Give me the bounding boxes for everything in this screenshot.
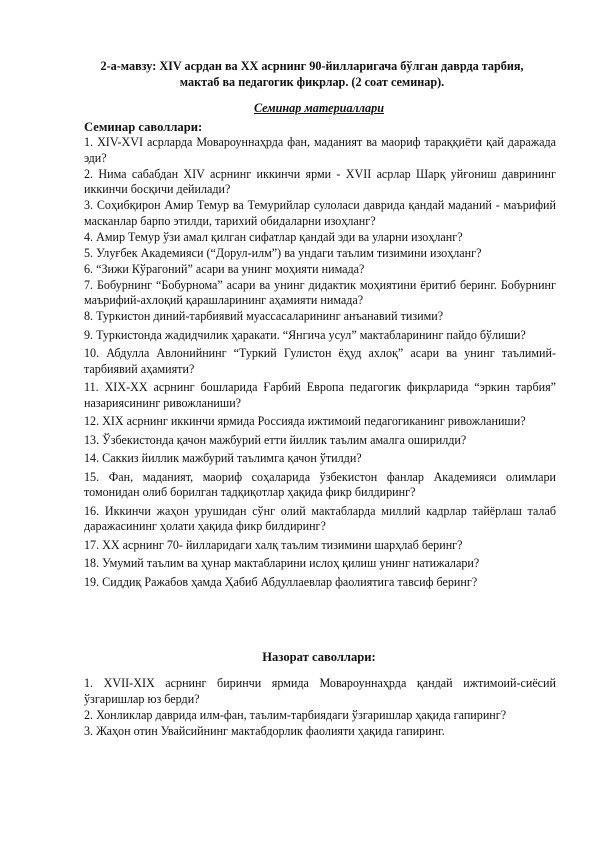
list-item: 4. Амир Темур ўзи амал қилган сифатлар қандай эди ва уларни изоҳланг? (84, 229, 463, 244)
topic-title: 2-а-мавзу: XIV асрдан ва XX асрнинг 90-йилларигача бўлган даврда тарбия, мактаб ва педагогик фикрлар. (2 соат семинар). (100, 59, 524, 89)
list-item: 7. Бобурнинг “Бобурнома” асари ва унинг дидактик моҳиятини ёритиб беринг. Бобурнинг маърифий-ахлоқий қарашларининг аҳамияти нимада? (84, 277, 556, 307)
list-item: 13. Ўзбекистонда қачон мажбурий етти йиллик таълим амалга оширилди? (84, 432, 467, 447)
list-item: 2. Хонликлар даврида илм-фан, таълим-тарбиядаги ўзгаришлар ҳақида гапиринг? (84, 707, 507, 722)
section-subtitle: Семинар материаллари (253, 101, 385, 115)
list-item: 6. “Зижи Кўрагоний” асари ва унинг моҳияти нимада? (84, 261, 365, 276)
list-item: 1. XIV-XVI асрларда Мовароуннаҳрда фан, маданият ва маориф тараққиёти қай даражада эди? (84, 135, 556, 165)
list-item: 3. Соҳибқирон Амир Темур ва Темурийлар сулоласи даврида қандай маданий - маърифий масканлар барпо этилди, тарихий обидаларни изоҳланг? (84, 198, 556, 228)
control-questions-list (84, 676, 556, 740)
list-item: 3. Жаҳон отин Увайсийнинг мактабдорлик фаолияти ҳақида гапиринг. (84, 723, 445, 738)
seminar-questions-label: Семинар саволлари: (84, 120, 203, 134)
seminar-questions-list (84, 135, 556, 591)
list-item: 12. XIX асрнинг иккинчи ярмида Россияда ижтимоий педагогиканинг ривожланиши? (84, 414, 526, 428)
list-item: 2. Нима сабабдан XIV асрнинг иккинчи ярми - XVII асрлар Шарқ уйғониш даврининг иккинчи босқичи дейилади? (84, 166, 556, 196)
list-item: 16. Иккинчи жаҳон урушидан сўнг олий мактабларда миллий кадрлар тайёрлаш талаб даражасининг ҳолати ҳақида фикр билдиринг? (84, 503, 556, 533)
list-item: 17. XX асрнинг 70- йилларидаги халқ таълим тизимини шарҳлаб беринг? (84, 537, 463, 552)
list-item: 1. XVII-XIX асрнинг биринчи ярмида Мовароуннаҳрда қандай ижтимоий-сиёсий ўзгаришлар юз берди? (84, 676, 556, 706)
list-item: 9. Туркистонда жадидчилик ҳаракати. “Янгича усул” мактабларининг пайдо бўлиши? (84, 327, 526, 342)
list-item: 18. Умумий таълим ва ҳунар мактабларини ислоҳ қилиш унинг натижалари? (84, 556, 480, 570)
list-item: 19. Сиддиқ Ражабов ҳамда Ҳабиб Абдуллаевлар фаолиятига тавсиф беринг? (84, 574, 478, 589)
list-item: 14. Саккиз йиллик мажбурий таълимга қачон ўтилди? (84, 451, 362, 465)
list-item: 8. Туркистон диний-тарбиявий муассасаларининг анъанавий тизими? (84, 309, 444, 323)
list-item: 11. XIX-XX асрнинг бошларида Ғарбий Европа педагогик фикрларида “эркин тарбия” назариясининг ривожланиши? (84, 380, 556, 410)
list-item: 15. Фан, маданият, маориф соҳаларида ўзбекистон фанлар Академияси олимлари томонидан олиб борилган тадқиқотлар ҳақида фикр билдиринг? (84, 469, 556, 499)
list-item: 5. Улуғбек Академияси (“Дорул-илм”) ва ундаги таълим тизимини изоҳланг? (84, 245, 482, 260)
list-item: 10. Абдулла Авлонийнинг “Туркий Гулистон ёҳуд ахлоқ” асари ва унинг таълимий-тарбиявий аҳамияти? (84, 346, 556, 376)
control-questions-label: Назорат саволлари: (262, 650, 376, 664)
